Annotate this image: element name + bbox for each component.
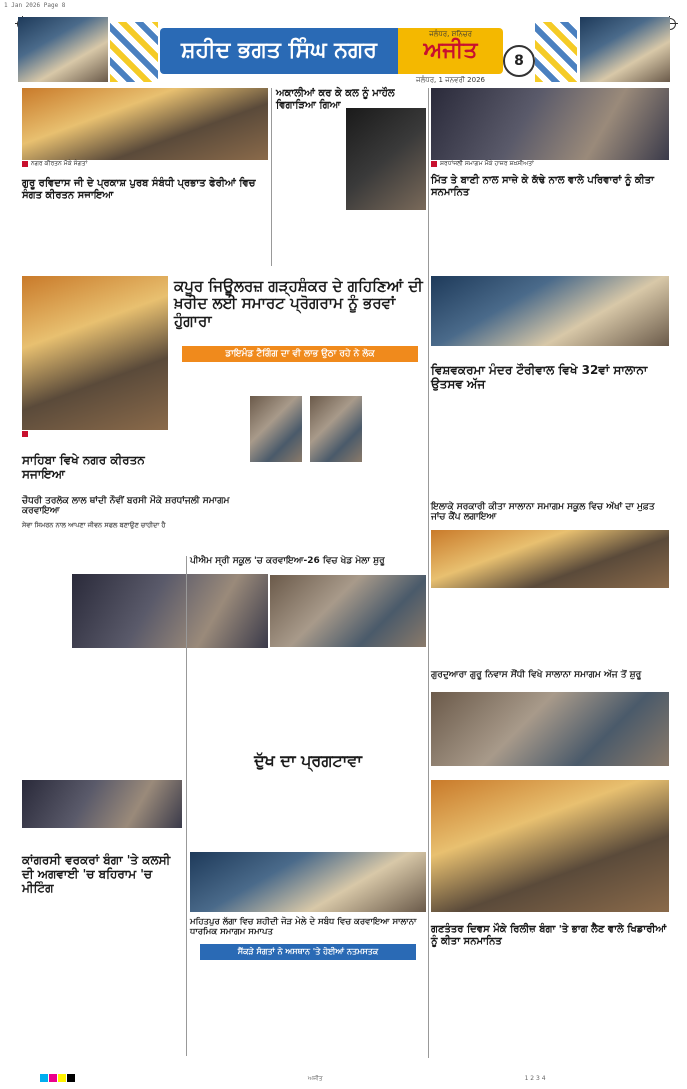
banner-kapur: ਡਾਇਮੰਡ ਟੈਗਿੰਗ ਦਾ ਵੀ ਲਾਭ ਉਠਾ ਰਹੇ ਨੇ ਲੋਕ	[182, 346, 418, 362]
footer-label: ਅਜੀਤ	[307, 1074, 323, 1082]
photo-kapur-portrait-2	[310, 396, 362, 462]
caption-procession: ਨਗਰ ਕੀਰਤਨ ਮੌਕੇ ਸੰਗਤਾਂ	[22, 160, 268, 168]
photo-mehatpur	[190, 852, 426, 912]
issue-date: ਜਲੰਧਰ, 1 ਜਨਵਰੀ 2026	[416, 76, 485, 84]
headline-guru-ravidas: ਗੁਰੂ ਰਵਿਦਾਸ ਜੀ ਦੇ ਪ੍ਰਕਾਸ਼ ਪੁਰਬ ਸੰਬੰਧੀ ਪ੍ਰਭਾਤ ਫੇਰੀਆਂ ਵਿਚ ਸੰਗਤ ਕੀਰਤਨ ਸਜਾਇਆ	[22, 178, 256, 201]
headline-mid-right: ਮਿੱਤ ਤੇ ਬਾਣੀ ਨਾਲ ਸਾਜ਼ੇ ਕੇ ਕੱਢੇ ਨਾਲ ਵਾਲੇ ਪਰਿਵਾਰਾਂ ਨੂੰ ਕੀਤਾ ਸਨਮਾਨਿਤ	[431, 175, 654, 198]
photo-republic-day	[431, 780, 669, 912]
body-kapur-1	[174, 368, 244, 468]
caption-tribute: ਸ਼ਰਧਾਂਜਲੀ ਸਮਾਗਮ ਮੌਕੇ ਹਾਜ਼ਰ ਸ਼ਖ਼ਸੀਅਤਾਂ	[431, 160, 669, 168]
headline-chaudhary: ਚੌਧਰੀ ਤਰਲੋਕ ਲਾਲ ਥਾਂਦੀ ਨੌਵੀਂ ਬਰਸੀ ਮੌਕੇ ਸ਼ਰਧਾਂਜਲੀ ਸਮਾਗਮ ਕਰਵਾਇਆ	[22, 496, 230, 517]
brand-box	[398, 28, 503, 74]
headline-vishwakarma: ਵਿਸ਼ਵਕਰਮਾ ਮੰਦਰ ਟੌਰੀਵਾਲ ਵਿਖੇ 32ਵਾਂ ਸਾਲਾਨਾ ਉਤਸਵ ਅੱਜ	[431, 363, 648, 391]
column-divider	[428, 88, 429, 1058]
headline-sahiba: ਸਾਹਿਬਾ ਵਿਖੇ ਨਗਰ ਕੀਰਤਨ ਸਜਾਇਆ	[22, 453, 145, 481]
banner-mehatpur: ਸੈਂਕੜੇ ਸੰਗਤਾਂ ਨੇ ਅਸਥਾਨ 'ਤੇ ਹੋਈਆਂ ਨਤਮਸਤਕ	[200, 944, 416, 960]
photo-gurdwara	[431, 692, 669, 766]
headline-school: ਇਲਾਕੇ ਸਰਕਾਰੀ ਕੀਤਾ ਸਾਲਾਨਾ ਸਮਾਗਮ ਸਕੂਲ ਵਿਚ ਅੱਖਾਂ ਦਾ ਮੁਫ਼ਤ ਜਾਂਚ ਕੈਂਪ ਲਗਾਇਆ	[431, 502, 655, 523]
photo-polo	[270, 575, 426, 647]
print-meta-line: 1 Jan 2026 Page 8	[4, 2, 66, 9]
photo-vishwakarma	[431, 276, 669, 346]
photo-tribute	[431, 88, 669, 160]
brand-name: ਅਜੀਤ	[423, 38, 478, 63]
photo-school	[431, 530, 669, 588]
body-guru-ravidas	[22, 200, 268, 272]
headline-congress: ਕਾਂਗਰਸੀ ਵਰਕਰਾਂ ਬੰਗਾ 'ਤੇ ਕਲਸੀ ਦੀ ਅਗਵਾਈ 'ਚ ਬਹਿਰਾਮ 'ਚ ਮੀਟਿੰਗ	[22, 853, 171, 895]
page-number: 8	[503, 45, 535, 77]
masthead-pattern-left	[110, 22, 158, 82]
caption-bullet	[22, 431, 28, 437]
masthead-building-photo	[580, 17, 670, 82]
body-mehatpur	[190, 966, 426, 1066]
caption-bullet	[22, 161, 28, 167]
column-divider	[271, 88, 272, 266]
caption-bullet	[431, 161, 437, 167]
body-dukh	[190, 774, 426, 846]
body-polo	[270, 652, 426, 752]
city-line: ਜਲੰਧਰ, ਸ਼ਨਿਚਰ	[429, 30, 472, 38]
headline-dukh: ਦੁੱਖ ਦਾ ਪ੍ਰਗਟਾਵਾ	[254, 751, 362, 770]
headline-akali: ਅਕਾਲੀਆਂ ਕਰ ਕੇ ਕਲ ਨੂੰ ਮਾਹੌਲ ਵਿਗਾੜਿਆ ਗਿਆ	[276, 88, 395, 111]
subheadline-chaudhary: ਸੇਵਾ ਸਿਮਰਨ ਨਾਲ ਆਪਣਾ ਜੀਵਨ ਸਫਲ ਬਣਾਉਣ ਚਾਹੀਦਾ ਹੈ	[22, 521, 166, 529]
headline-republic-day: ਗਣਤੰਤਰ ਦਿਵਸ ਮੌਕੇ ਰਿਲੀਜ਼ ਬੰਗਾ 'ਤੇ ਭਾਗ ਲੈਣ ਵਾਲੇ ਖਿਡਾਰੀਆਂ ਨੂੰ ਕੀਤਾ ਸਨਮਾਨਿਤ	[431, 924, 667, 947]
photo-chaudhary	[72, 574, 268, 648]
photo-procession	[22, 88, 268, 160]
color-bar-yellow	[58, 1074, 66, 1082]
headline-gurdwara: ਗੁਰਦੁਆਰਾ ਗੁਰੂ ਨਿਵਾਸ ਸੌਂਧੀ ਵਿਖੇ ਸਾਲਾਨਾ ਸਮਾਗਮ ਅੱਜ ਤੋਂ ਸ਼ੁਰੂ	[431, 670, 642, 680]
column-divider	[186, 556, 187, 1056]
color-bar-cyan	[40, 1074, 48, 1082]
masthead-statue-photo	[18, 17, 108, 82]
footer	[0, 1074, 687, 1086]
photo-vehicle-night	[346, 108, 426, 210]
masthead-pattern-right	[535, 22, 577, 82]
body-akali-1	[276, 108, 342, 208]
headline-kapur: ਕਪੂਰ ਜਿਊਲਰਜ਼ ਗੜ੍ਹਸ਼ੰਕਰ ਦੇ ਗਹਿਣਿਆਂ ਦੀ ਖ਼ਰੀਦ ਲਈ ਸਮਾਰਟ ਪ੍ਰੋਗਰਾਮ ਨੂੰ ਭਰਵਾਂ ਹੁੰਗਾਰਾ	[174, 277, 423, 330]
footer-right: 1 2 3 4	[524, 1074, 546, 1082]
body-kapur-2	[368, 368, 424, 468]
photo-congress	[22, 780, 182, 828]
body-congress	[22, 894, 182, 1064]
body-chaudhary-2	[22, 652, 268, 766]
body-republic-day	[431, 956, 669, 1066]
color-bar-black	[67, 1074, 75, 1082]
caption-sahiba	[22, 430, 168, 438]
masthead	[160, 28, 530, 86]
color-bar-magenta	[49, 1074, 57, 1082]
headline-polo: ਪੀਐਮ ਸ੍ਰੀ ਸਕੂਲ 'ਚ ਕਰਵਾਇਆ-26 ਵਿਚ ਖੇਡ ਮੇਲਾ ਸ਼ੁਰੂ	[190, 556, 385, 566]
body-mid-right	[431, 200, 669, 266]
body-vishwakarma	[431, 398, 669, 470]
photo-kapur-portrait-1	[250, 396, 302, 462]
headline-mehatpur: ਮਹਿਤਪੁਰ ਲੱਗਾ ਵਿਚ ਸ਼ਹੀਦੀ ਜੋੜ ਮੇਲੇ ਦੇ ਸਬੰਧ ਵਿਚ ਕਰਵਾਇਆ ਸਾਲਾਨਾ ਧਾਰਮਿਕ ਸਮਾਗਮ ਸਮਾਪਤ	[190, 917, 417, 937]
photo-sahiba-kirtan	[22, 276, 168, 430]
district-name: ਸ਼ਹੀਦ ਭਗਤ ਸਿੰਘ ਨਗਰ	[160, 28, 398, 74]
body-school	[431, 596, 669, 666]
